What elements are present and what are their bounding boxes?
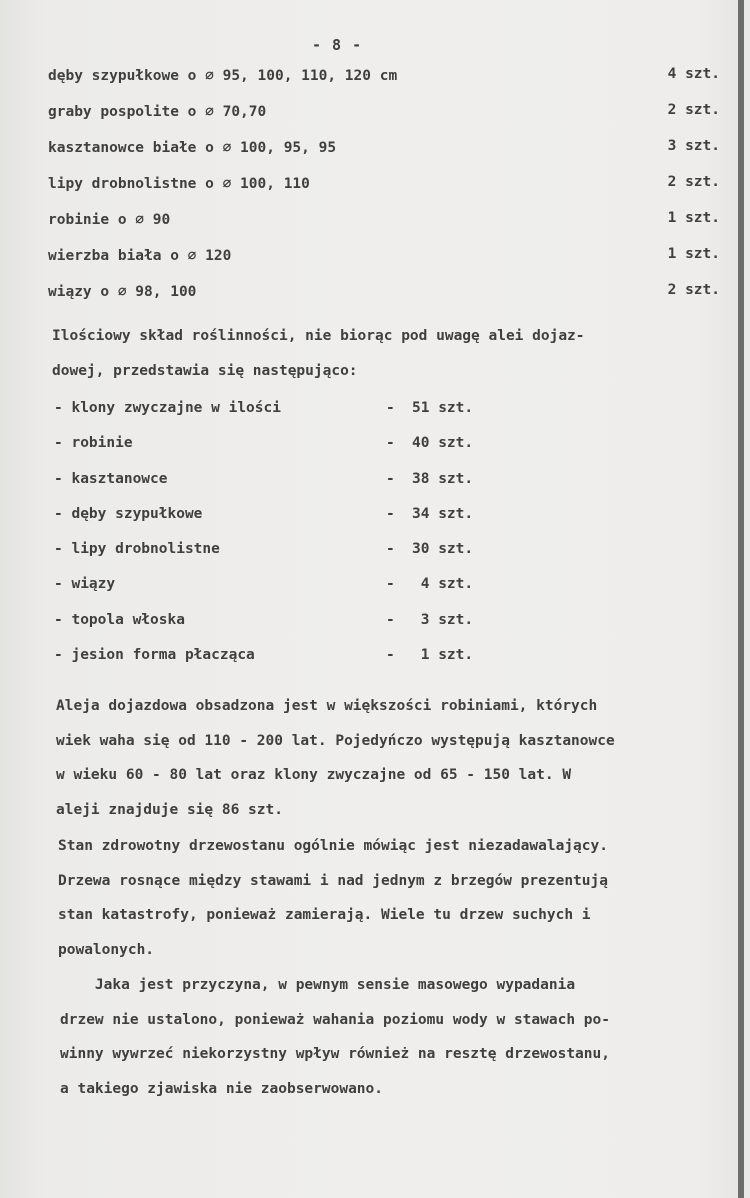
text-line: drzew nie ustalono, ponieważ wahania poziomu wody w stawach po- — [60, 1011, 610, 1028]
text-line: powalonych. — [58, 941, 155, 958]
intro-paragraph — [52, 319, 585, 388]
tree-name: lipy drobnolistne o ∅ 100, 110 — [48, 176, 310, 192]
cause-paragraph — [60, 968, 610, 1106]
scan-edge — [738, 0, 744, 1198]
species-label: - klony zwyczajne w ilości — [54, 400, 281, 416]
tree-row — [48, 66, 724, 102]
composition-row — [54, 572, 514, 607]
text-line: Stan zdrowotny drzewostanu ogólnie mówiąc jest niezadawalający. — [58, 838, 608, 854]
species-count: 4 szt. — [412, 576, 474, 593]
text-line: Drzewa rosnące między stawami i nad jednym z brzegów prezentują — [58, 872, 608, 889]
species-label: - topola włoska — [54, 611, 185, 628]
tree-name: kasztanowce białe o ∅ 100, 95, 95 — [48, 140, 337, 156]
composition-row — [54, 608, 514, 643]
tree-row — [48, 138, 724, 174]
tree-name: dęby szypułkowe o ∅ 95, 100, 110, 120 cm — [48, 68, 398, 84]
species-label: - jesion forma płacząca — [54, 647, 255, 664]
text-line: stan katastrofy, ponieważ zamierają. Wiele tu drzew suchych i — [58, 907, 591, 923]
tree-row — [48, 246, 724, 282]
alley-paragraph — [56, 689, 615, 827]
separator-dash: - — [386, 505, 395, 522]
tree-quantity: 4 szt. — [667, 66, 720, 82]
species-count: 38 szt. — [412, 470, 474, 487]
species-label: - kasztanowce — [54, 470, 168, 487]
text-line: winny wywrzeć niekorzystny wpływ również na resztę drzewostanu, — [60, 1046, 610, 1062]
separator-dash: - — [386, 576, 395, 593]
species-count: 30 szt. — [412, 541, 474, 558]
composition-row — [54, 537, 514, 572]
tree-quantity: 3 szt. — [667, 138, 720, 154]
tree-row — [48, 102, 724, 138]
composition-list — [54, 396, 514, 678]
text-line: wiek waha się od 110 - 200 lat. Pojedyńczo występują kasztanowce — [56, 732, 615, 749]
tree-quantity: 2 szt. — [667, 282, 720, 298]
composition-row — [54, 643, 514, 678]
species-label: - wiązy — [54, 576, 116, 593]
composition-row — [54, 396, 514, 431]
species-count: 3 szt. — [412, 611, 474, 628]
separator-dash: - — [386, 541, 395, 558]
text-line: dowej, przedstawia się następująco: — [52, 362, 358, 379]
separator-dash: - — [386, 647, 395, 664]
text-line: aleji znajduje się 86 szt. — [56, 801, 283, 818]
tree-list — [48, 66, 724, 318]
text-line: Ilościowy skład roślinności, nie biorąc pod uwagę alei dojaz- — [52, 328, 585, 344]
tree-name: graby pospolite o ∅ 70,70 — [48, 104, 267, 120]
page-number: - 8 - — [312, 36, 363, 54]
tree-name: wierzba biała o ∅ 120 — [48, 248, 232, 264]
species-label: - lipy drobnolistne — [54, 541, 220, 558]
tree-name: robinie o ∅ 90 — [48, 212, 171, 228]
tree-quantity: 2 szt. — [667, 174, 720, 190]
tree-name: wiązy o ∅ 98, 100 — [48, 284, 197, 300]
species-count: 40 szt. — [412, 435, 474, 452]
text-line: Aleja dojazdowa obsadzona jest w większości robiniami, których — [56, 698, 598, 714]
tree-quantity: 1 szt. — [667, 246, 720, 262]
separator-dash: - — [386, 400, 395, 416]
species-label: - dęby szypułkowe — [54, 505, 203, 522]
tree-quantity: 2 szt. — [667, 102, 720, 118]
species-count: 1 szt. — [412, 647, 474, 664]
composition-row — [54, 502, 514, 537]
composition-row — [54, 431, 514, 466]
separator-dash: - — [386, 470, 395, 487]
text-line: w wieku 60 - 80 lat oraz klony zwyczajne od 65 - 150 lat. W — [56, 767, 572, 783]
text-line: a takiego zjawiska nie zaobserwowano. — [60, 1080, 384, 1097]
text-line: Jaka jest przyczyna, w pewnym sensie masowego wypadania — [60, 977, 576, 993]
separator-dash: - — [386, 435, 395, 452]
species-count: 51 szt. — [412, 400, 474, 416]
species-count: 34 szt. — [412, 505, 474, 522]
tree-row — [48, 174, 724, 210]
tree-row — [48, 210, 724, 246]
tree-quantity: 1 szt. — [667, 210, 720, 226]
composition-row — [54, 467, 514, 502]
species-label: - robinie — [54, 435, 133, 452]
separator-dash: - — [386, 611, 395, 628]
tree-row — [48, 282, 724, 318]
health-paragraph — [58, 829, 608, 967]
